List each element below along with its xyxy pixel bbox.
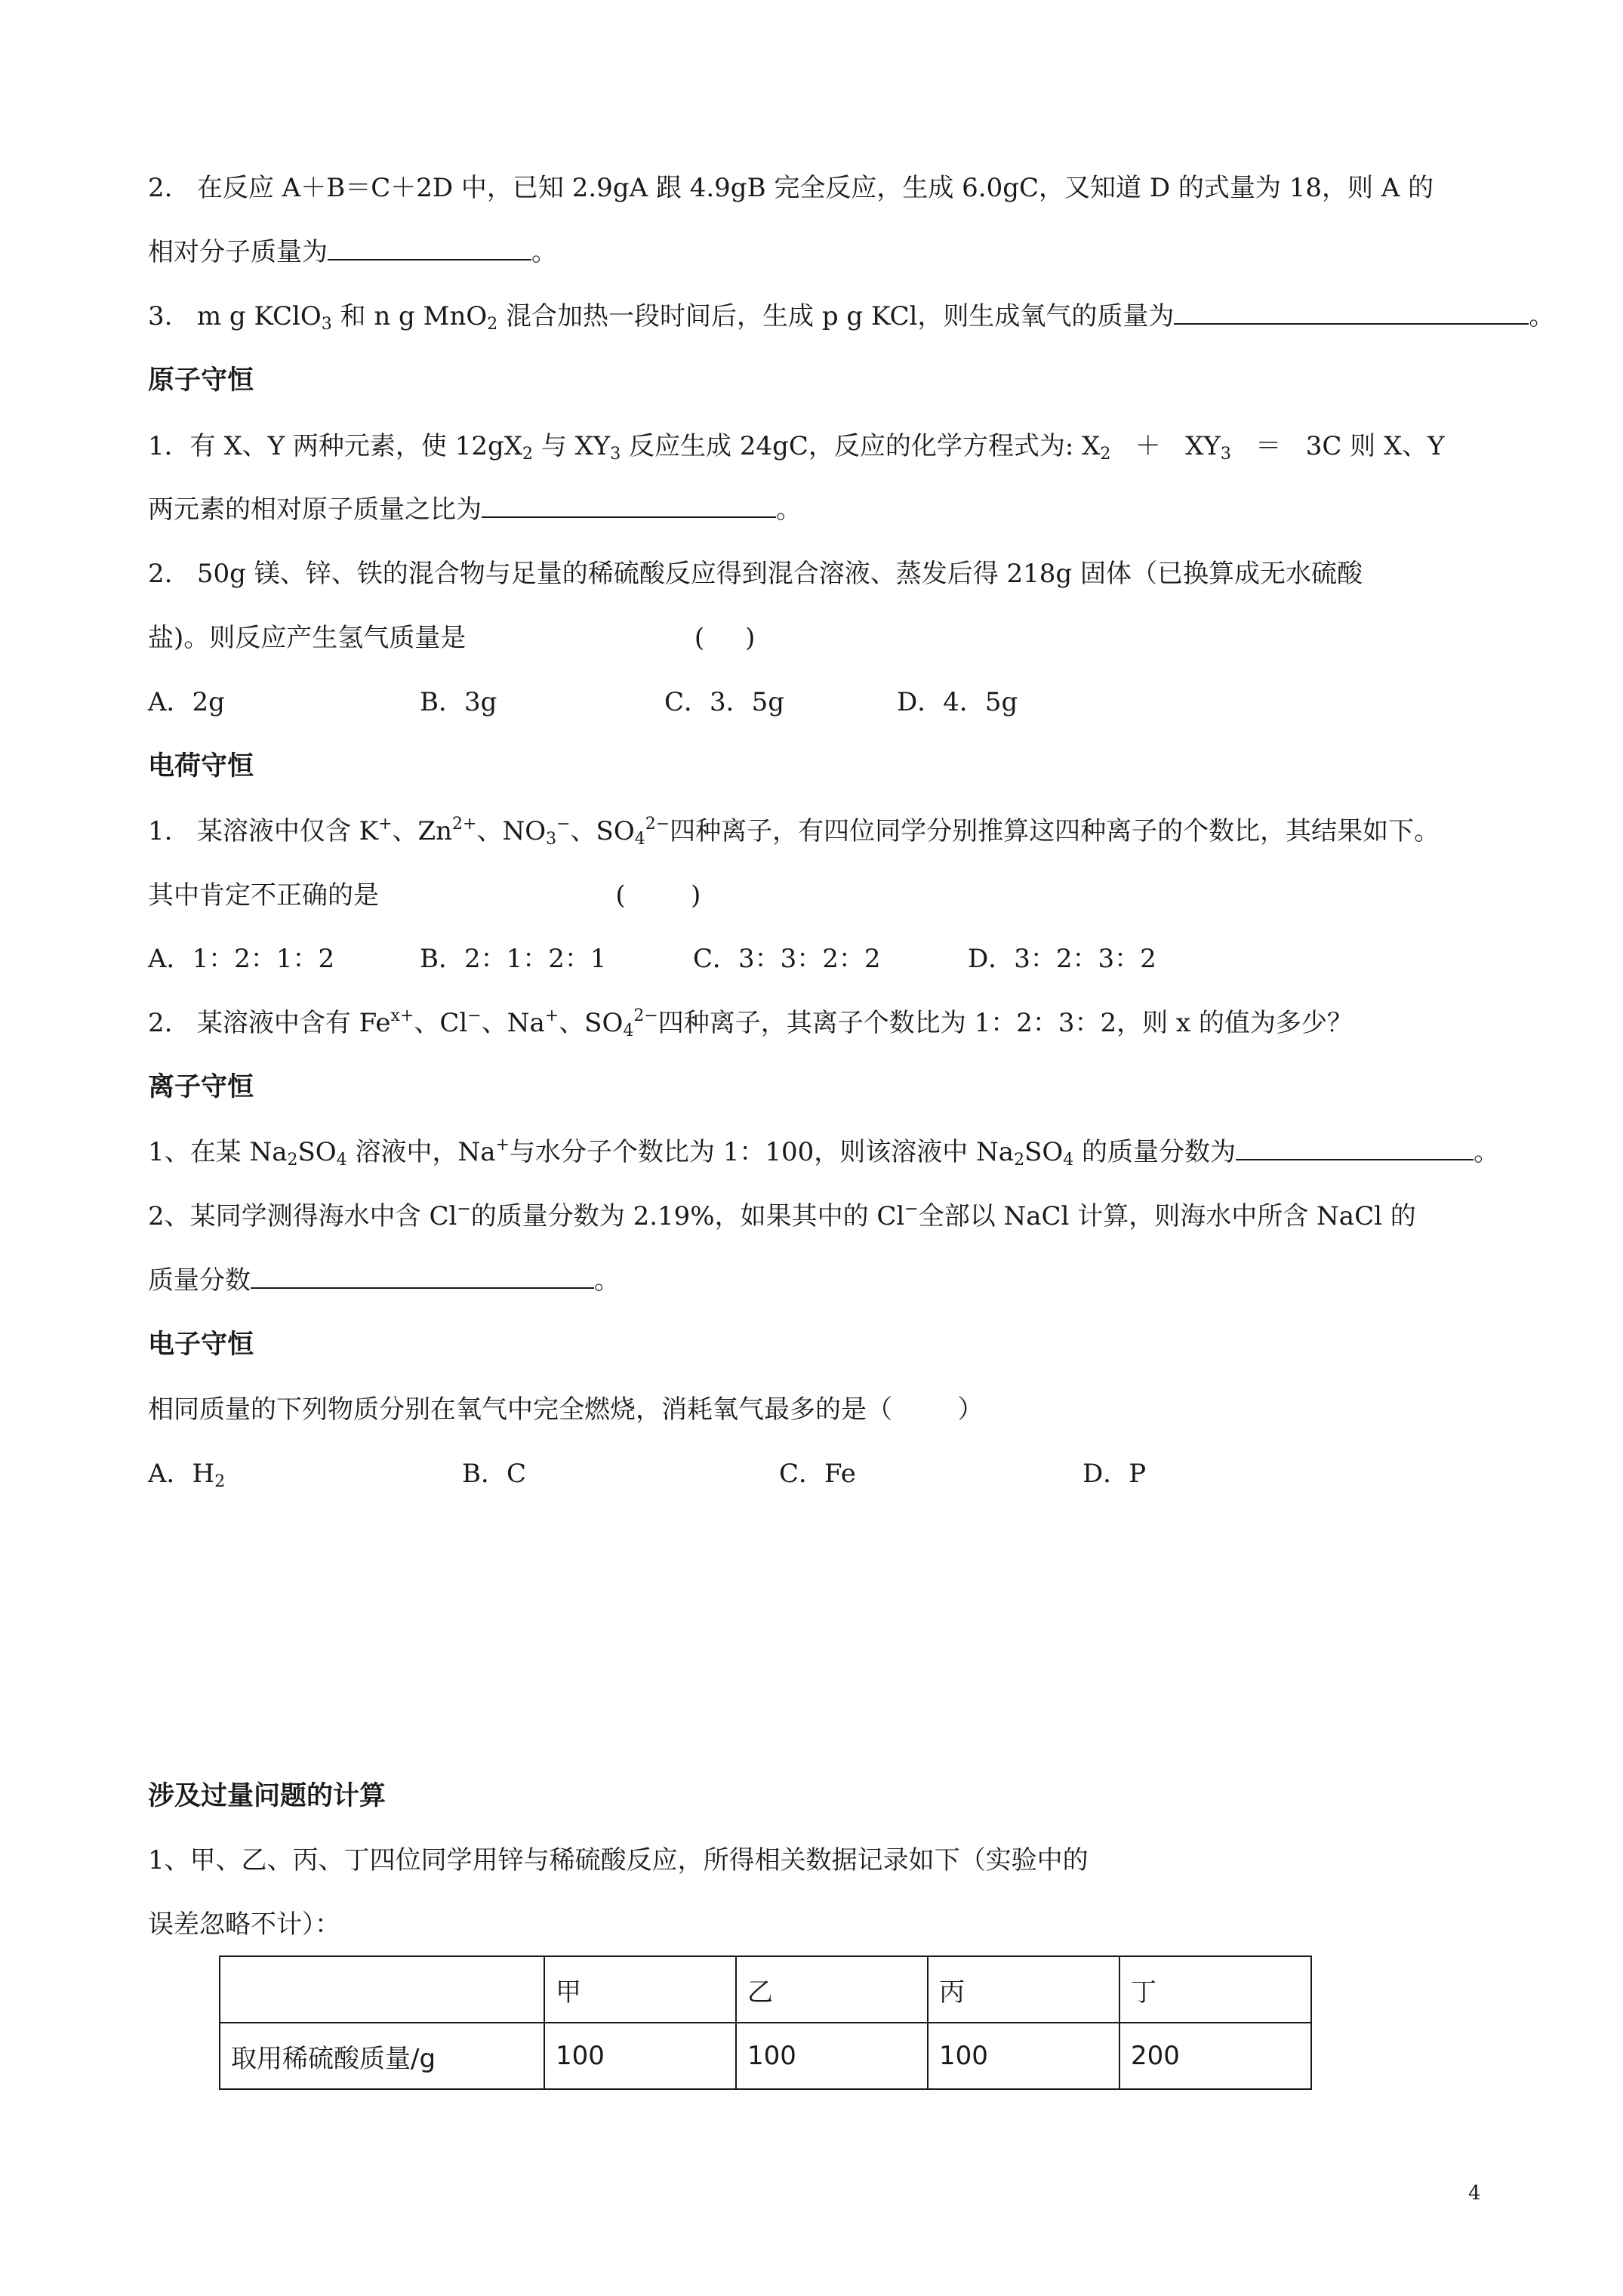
charge-q1-option-b[interactable]: B．2：1：2：1 [420, 944, 607, 974]
ion-q2-line2: 质量分数 。 [148, 1265, 620, 1296]
section-heading-excess: 涉及过量问题的计算 [148, 1781, 387, 1811]
charge-q1-option-a[interactable]: A．1：2：1：2 [148, 944, 335, 974]
answer-blank[interactable] [328, 258, 531, 260]
atom-q2-option-a[interactable]: A．2g [148, 687, 225, 717]
excess-q1-line1: 1、甲、乙、丙、丁四位同学用锌与稀硫酸反应，所得相关数据记录如下（实验中的 [148, 1845, 1089, 1875]
charge-q1-option-d[interactable]: D．3：2：3：2 [968, 944, 1156, 974]
table-cell: 100 [928, 2023, 1119, 2089]
charge-q2-line: 2. 某溶液中含有 $Fe^{x+}$、Cl−、Na+、$SO_4^{2-}$四种离子，其离子个数比为 1：2：3：2，则 x 的值为多少？ [148, 1006, 1353, 1040]
charge-q1-option-c[interactable]: C．3：3：2：2 [693, 944, 881, 974]
answer-blank[interactable] [482, 516, 776, 518]
answer-blank[interactable] [1174, 322, 1529, 325]
electron-option-a[interactable]: A．$H_2$ [148, 1459, 226, 1491]
answer-blank[interactable] [1236, 1158, 1474, 1160]
page-number: 4 [1468, 2182, 1481, 2205]
mass-q2-line1: 2. 在反应 A＋B＝C＋2D 中，已知 2.9gA 跟 4.9gB 完全反应，生成 6.0gC，又知道 D 的式量为 18，则 A 的 [148, 173, 1434, 203]
atom-q2-option-b[interactable]: B．3g [420, 687, 497, 717]
table-row [220, 2023, 1311, 2089]
table-cell [220, 1956, 544, 2023]
table-cell: 乙 [736, 1956, 928, 2023]
atom-q2-line1: 2. 50g 镁、锌、铁的混合物与足量的稀硫酸反应得到混合溶液、蒸发后得 218g 固体（已换算成无水硫酸 [148, 559, 1363, 589]
atom-q1-line1: 1．有 X、Y 两种元素，使 $12gX_2$ 与 $XY_3$ 反应生成 24gC，反应的化学方程式为: $X_2 + XY_3 = 3C$ 则 X、Y [148, 431, 1445, 464]
data-table [219, 1955, 1312, 2090]
mass-q3-line: 3. m g KClO$_3$ 和 n g MnO$_2$ 混合加热一段时间后，生成 p g KCl，则生成氧气的质量为 。 [148, 301, 1555, 334]
atom-q2-option-c[interactable]: C．3．5g [664, 687, 785, 717]
table-cell: 甲 [544, 1956, 736, 2023]
electron-option-b[interactable]: B．C [462, 1459, 526, 1489]
excess-q1-line2: 误差忽略不计）： [148, 1909, 340, 1940]
table-cell: 100 [544, 2023, 736, 2089]
ion-q2-line1: 2、某同学测得海水中含 Cl−的质量分数为 2.19%，如果其中的 Cl−全部以 NaCl 计算，则海水中所含 NaCl 的 [148, 1200, 1416, 1231]
table-cell: 100 [736, 2023, 928, 2089]
electron-option-d[interactable]: D．P [1083, 1459, 1147, 1489]
electron-question: 相同质量的下列物质分别在氧气中完全燃烧，消耗氧气最多的是（ ） [148, 1395, 984, 1425]
charge-q1-line1: 1. 某溶液中仅含 K+、$Zn^{2+}$、$NO_3^-$、$SO_4^{2-}$四种离子，有四位同学分别推算这四种离子的个数比，其结果如下。 [148, 815, 1440, 849]
table-cell: 取用稀硫酸质量/g [220, 2023, 544, 2089]
section-heading-atom: 原子守恒 [148, 365, 254, 396]
ion-q1-line: 1、在某 $Na_2SO_4$ 溶液中，Na+与水分子个数比为 1：100，则该溶液中 $Na_2SO_4$ 的质量分数为 。 [148, 1136, 1500, 1170]
table-cell: 丁 [1119, 1956, 1311, 2023]
table-cell: 200 [1119, 2023, 1311, 2089]
atom-q2-option-d[interactable]: D．4．5g [897, 687, 1018, 717]
mass-q2-line2: 相对分子质量为 。 [148, 237, 557, 267]
electron-option-c[interactable]: C．Fe [779, 1459, 856, 1489]
section-heading-electron: 电子守恒 [148, 1330, 254, 1360]
table-header-row [220, 1956, 1311, 2023]
charge-q1-line2: 其中肯定不正确的是 ( ) [148, 880, 701, 911]
table-cell: 丙 [928, 1956, 1119, 2023]
section-heading-charge: 电荷守恒 [148, 751, 254, 781]
atom-q1-line2: 两元素的相对原子质量之比为 。 [148, 495, 802, 525]
atom-q2-line2: 盐)。则反应产生氢气质量是 ( ) [148, 623, 756, 653]
answer-blank[interactable] [251, 1287, 594, 1289]
section-heading-ion: 离子守恒 [148, 1072, 254, 1102]
